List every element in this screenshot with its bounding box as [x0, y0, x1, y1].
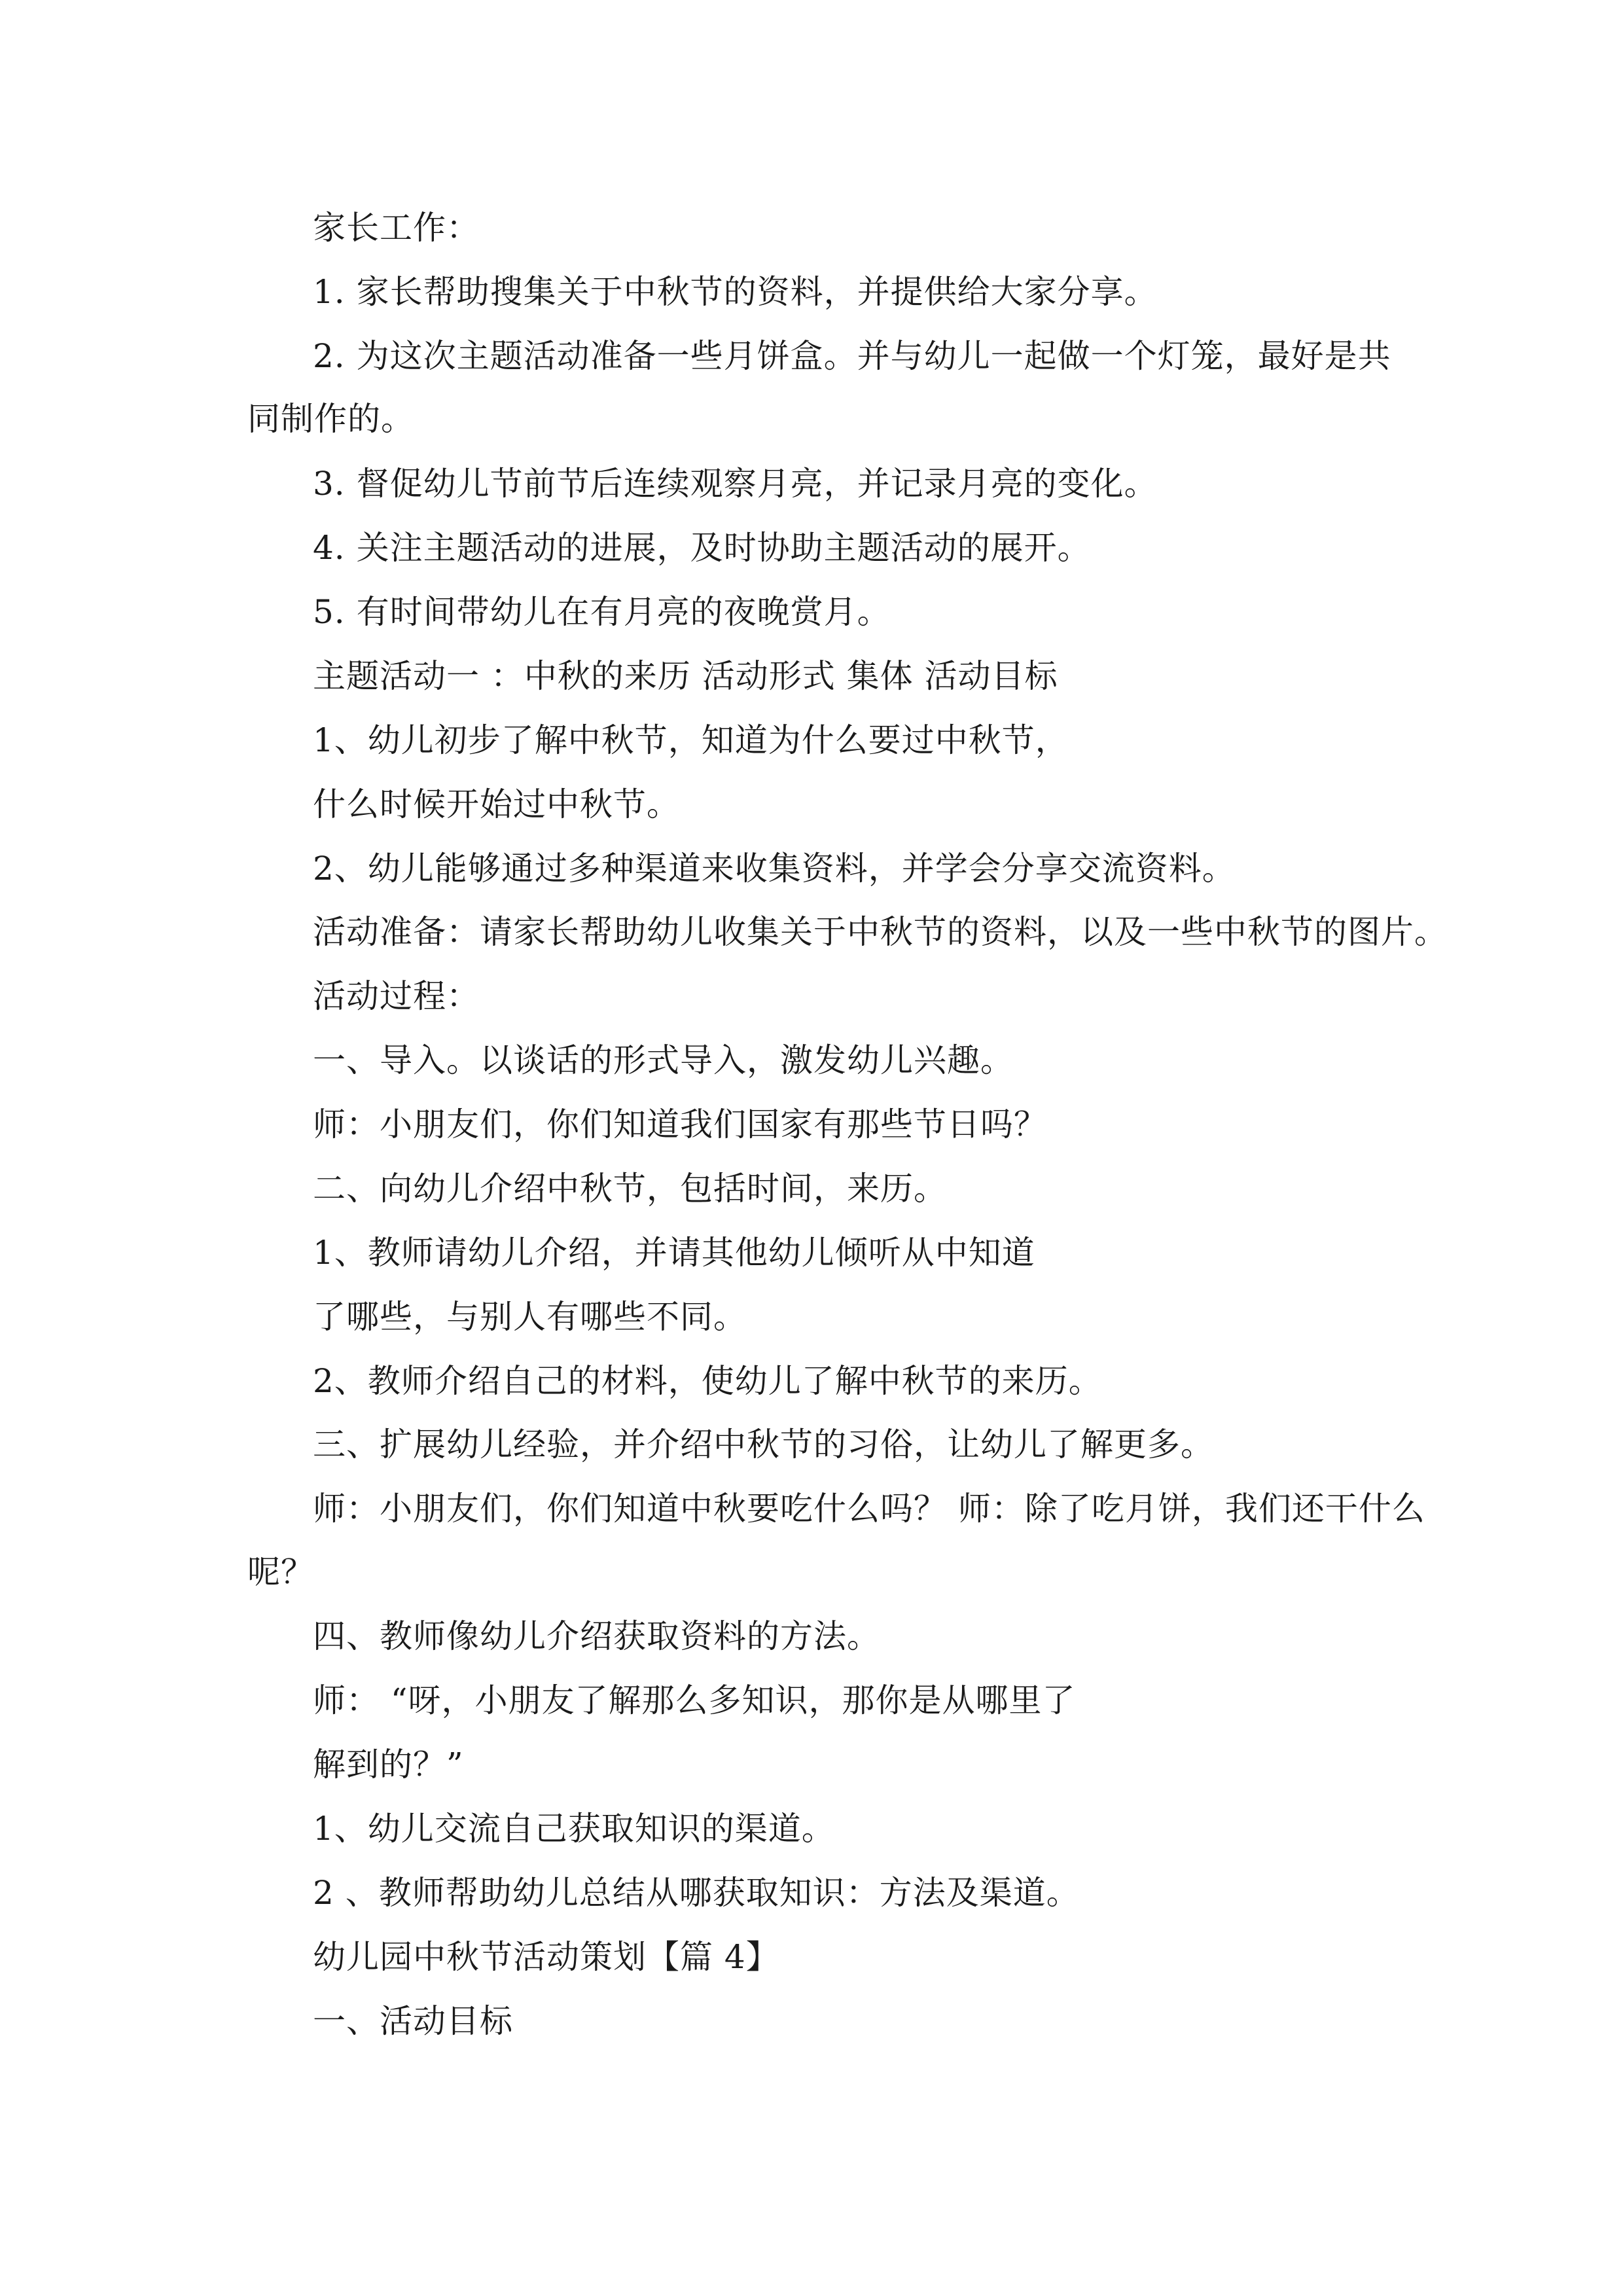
paragraph-line: 3. 督促幼儿节前节后连续观察月亮，并记录月亮的变化。	[313, 465, 1158, 503]
paragraph-line: 1、幼儿初步了解中秋节，知道为什么要过中秋节，	[313, 721, 1069, 759]
paragraph-line: 呢？	[247, 1553, 314, 1591]
paragraph-line: 2. 为这次主题活动准备一些月饼盒。并与幼儿一起做一个灯笼，最好是共	[313, 337, 1391, 375]
activity-heading: 主题活动一 ：中秋的来历 活动形式 集体 活动目标	[313, 657, 1058, 695]
paragraph-line: 四、教师像幼儿介绍获取资料的方法。	[313, 1617, 880, 1655]
paragraph-line: 解到的？”	[313, 1746, 464, 1784]
paragraph-line: 1、幼儿交流自己获取知识的渠道。	[313, 1810, 835, 1848]
parent-work-heading: 家长工作：	[313, 209, 480, 247]
paragraph-line: 2、教师介绍自己的材料，使幼儿了解中秋节的来历。	[313, 1362, 1102, 1400]
paragraph-line: 同制作的。	[247, 400, 414, 438]
paragraph-line: 二、向幼儿介绍中秋节，包括时间，来历。	[313, 1170, 947, 1208]
paragraph-line: 什么时候开始过中秋节。	[313, 785, 680, 823]
process-heading: 活动过程：	[313, 977, 480, 1015]
paragraph-line: 1、教师请幼儿介绍，并请其他幼儿倾听从中知道	[313, 1234, 1035, 1272]
section-title: 幼儿园中秋节活动策划【篇 4】	[313, 1938, 779, 1976]
paragraph-line: 三、扩展幼儿经验，并介绍中秋节的习俗，让幼儿了解更多。	[313, 1426, 1214, 1463]
paragraph-line: 5. 有时间带幼儿在有月亮的夜晚赏月。	[313, 593, 891, 631]
paragraph-line: 了哪些，与别人有哪些不同。	[313, 1298, 747, 1336]
paragraph-line: 师：小朋友们，你们知道我们国家有那些节日吗？	[313, 1105, 1047, 1143]
paragraph-line: 2、幼儿能够通过多种渠道来收集资料，并学会分享交流资料。	[313, 850, 1236, 888]
paragraph-line: 师： “呀，小朋友了解那么多知识，那你是从哪里了	[313, 1681, 1076, 1719]
paragraph-line: 活动准备：请家长帮助幼儿收集关于中秋节的资料，以及一些中秋节的图片。	[313, 913, 1448, 951]
paragraph-line: 4. 关注主题活动的进展，及时协助主题活动的展开。	[313, 529, 1091, 567]
paragraph-line: 2 、教师帮助幼儿总结从哪获取知识：方法及渠道。	[313, 1874, 1080, 1912]
section-subheading: 一、活动目标	[313, 2002, 513, 2040]
paragraph-line: 师：小朋友们，你们知道中秋要吃什么吗？ 师：除了吃月饼，我们还干什么	[313, 1490, 1425, 1528]
paragraph-line: 1. 家长帮助搜集关于中秋节的资料，并提供给大家分享。	[313, 273, 1158, 311]
paragraph-line: 一、导入。以谈话的形式导入，激发幼儿兴趣。	[313, 1041, 1014, 1079]
